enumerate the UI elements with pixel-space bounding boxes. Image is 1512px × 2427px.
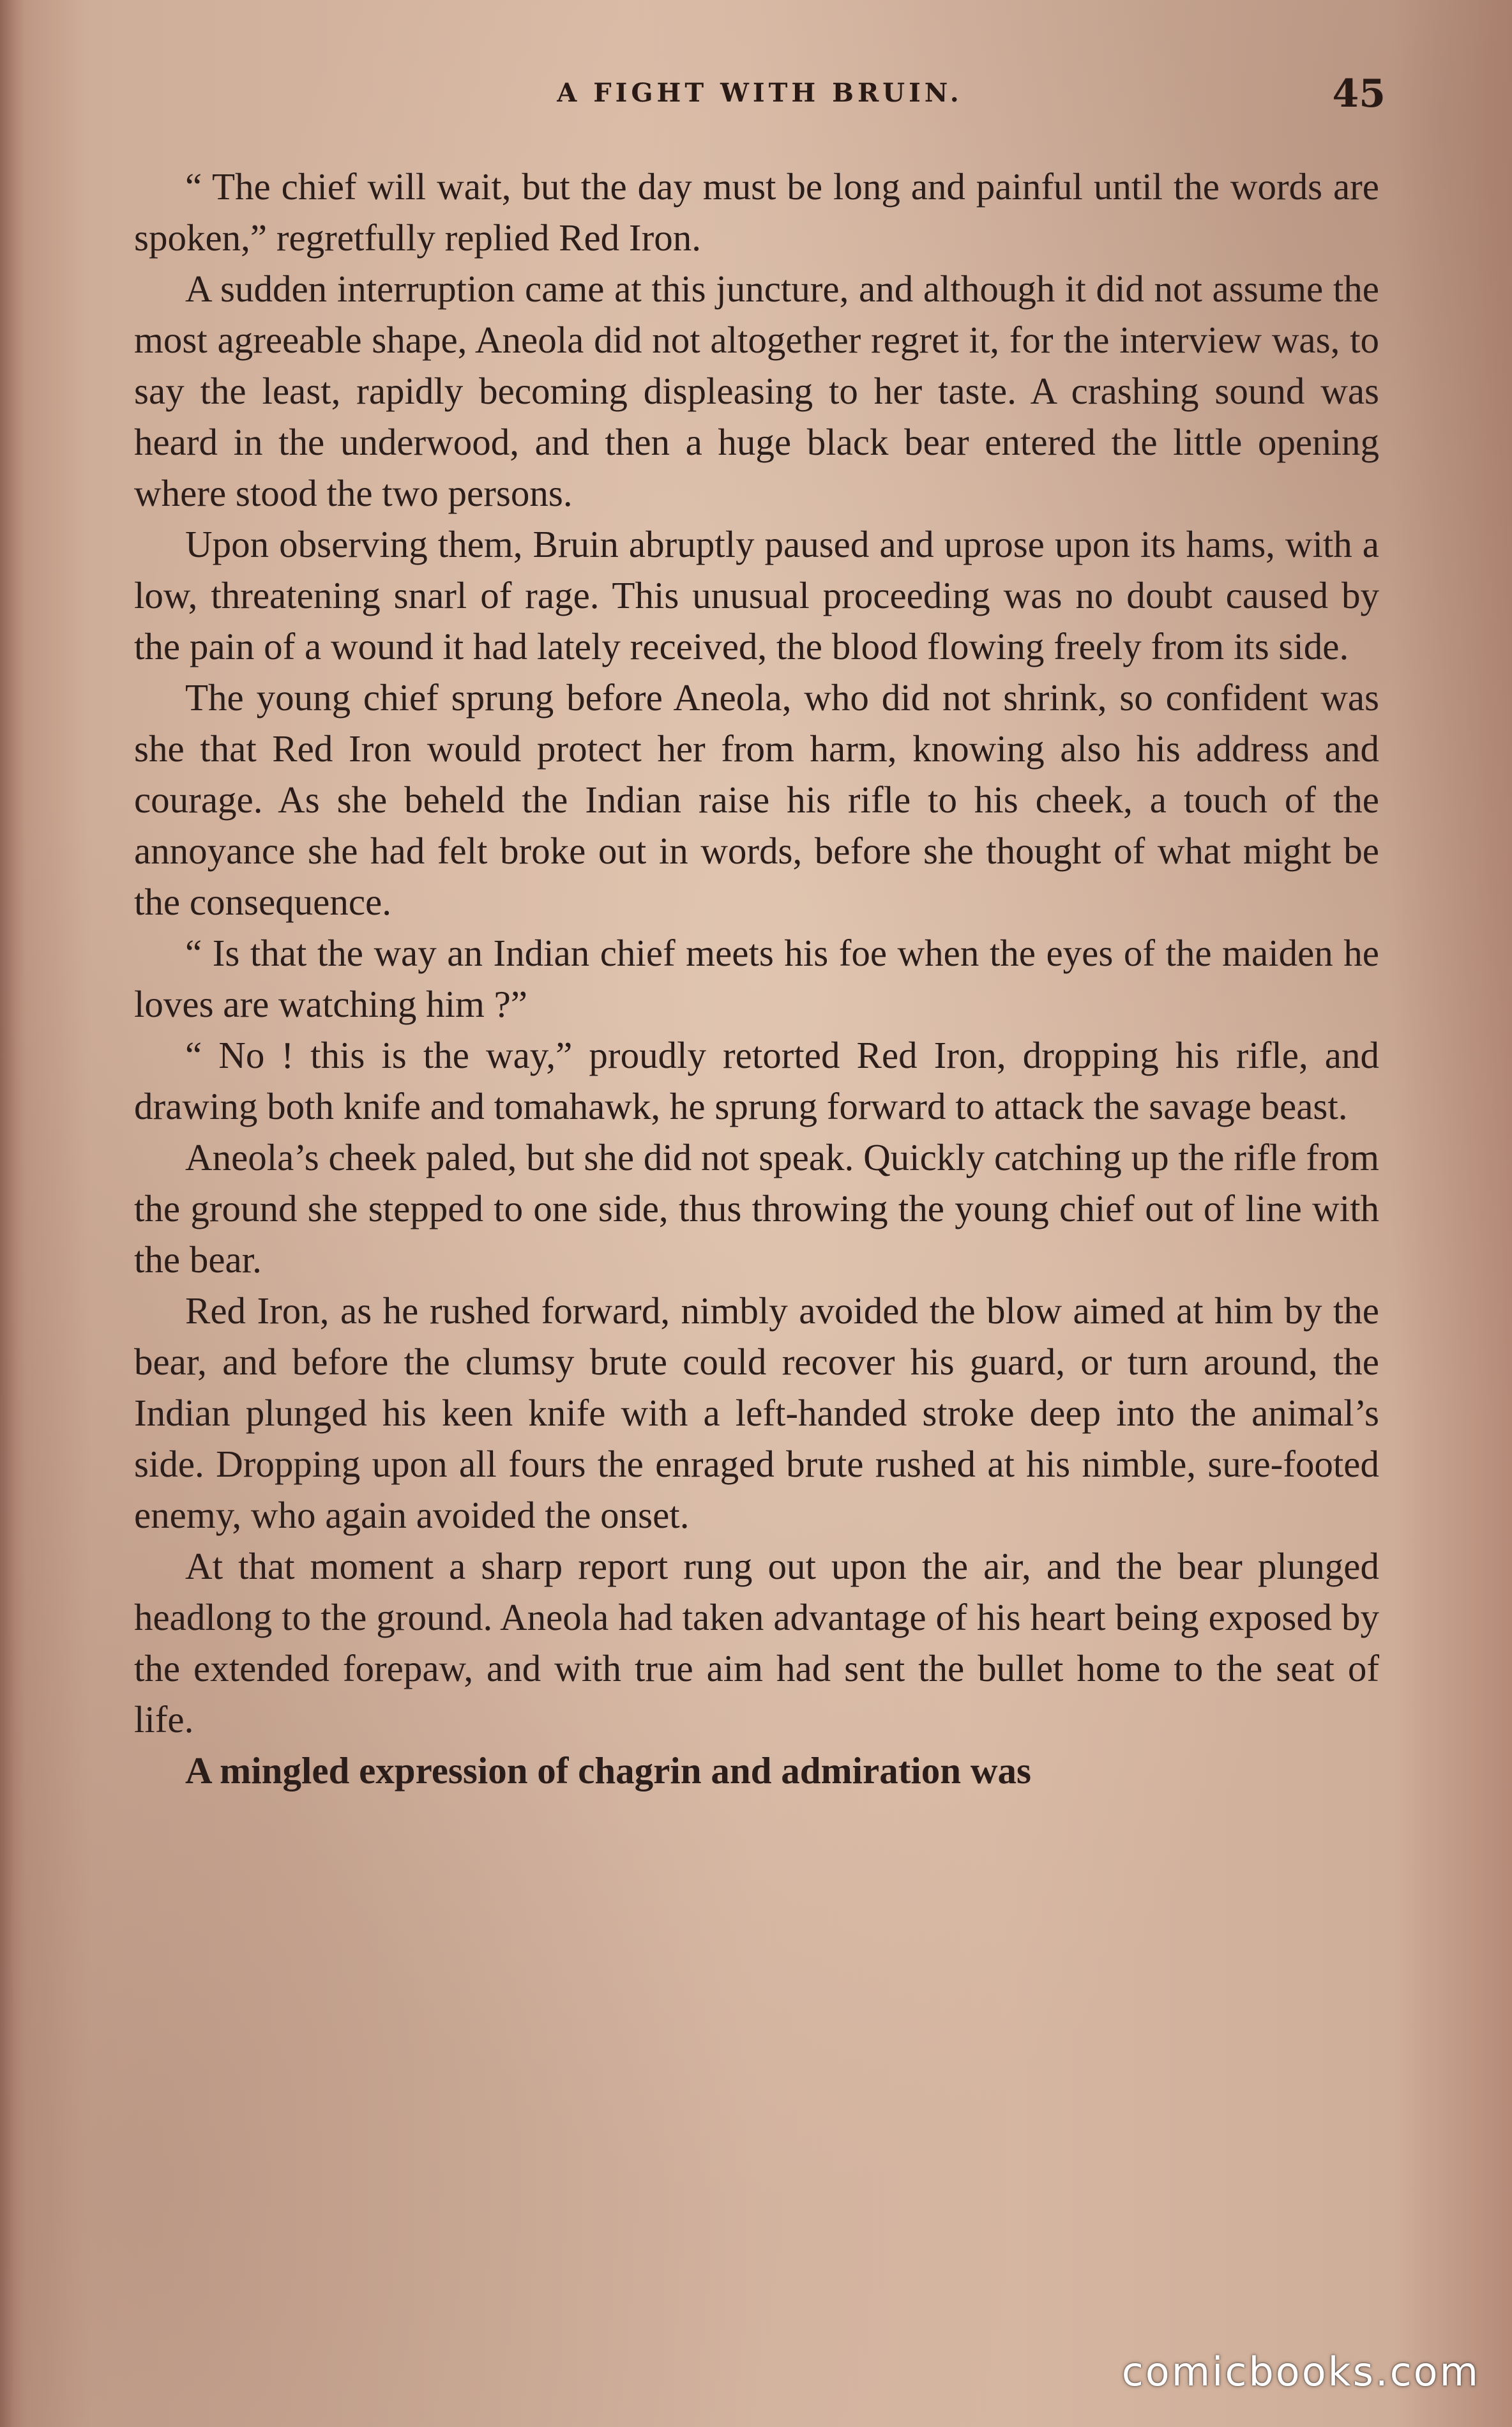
site-watermark: comicbooks.com	[1121, 2348, 1480, 2395]
paragraph: A sudden interruption came at this juncture, and although it did not assume the most agreeable shape, Aneola did not altogether regret it, for the interview was, to say the least, rapidly becoming displeasing to her taste. A crashing sound was heard in the underwood, and then a huge black bear entered the little opening where stood the two persons.	[134, 268, 1379, 514]
paragraph: Aneola’s cheek paled, but she did not speak. Quickly catching up the rifle from the ground she stepped to one side, thus throwing the young chief out of line with the bear.	[134, 1136, 1379, 1281]
paragraph: Red Iron, as he rushed forward, nimbly avoided the blow aimed at him by the bear, and before the clumsy brute could recover his guard, or turn around, the Indian plunged his keen knife with a left-handed stroke deep into the animal’s side. Dropping upon all fours the enraged brute rushed at his nimble, sure-footed enemy, who again avoided the onset.	[134, 1290, 1379, 1536]
paragraph: At that moment a sharp report rung out upon the air, and the bear plunged headlong to the ground. Aneola had taken advantage of his heart being exposed by the extended forepaw, and with true aim had sent the bullet home to the seat of life.	[134, 1545, 1379, 1740]
paragraph: “ No ! this is the way,” proudly retorted Red Iron, dropping his rifle, and drawing both knife and tomahawk, he sprung forward to attack the savage beast.	[134, 1034, 1379, 1127]
paragraph: “ Is that the way an Indian chief meets his foe when the eyes of the maiden he loves are watching him ?”	[134, 932, 1379, 1025]
body-text	[134, 161, 1379, 1796]
page-edge-shadow	[0, 0, 26, 2427]
paragraph: A mingled expression of chagrin and admiration was	[185, 1749, 1031, 1792]
running-title: A FIGHT WITH BRUIN.	[557, 78, 963, 108]
page-header	[134, 72, 1386, 123]
paragraph: The young chief sprung before Aneola, who did not shrink, so confident was she that Red Iron would protect her from harm, knowing also his address and courage. As she beheld the Indian raise his rifle to his cheek, a touch of the annoyance she had felt broke out in words, before she thought of what might be the consequence.	[134, 676, 1379, 923]
page-number: 45	[1332, 72, 1386, 116]
paragraph: “ The chief will wait, but the day must be long and painful until the words are spoken,” regretfully replied Red Iron.	[134, 165, 1379, 259]
paragraph: Upon observing them, Bruin abruptly paused and uprose upon its hams, with a low, threatening snarl of rage. This unusual proceeding was no doubt caused by the pain of a wound it had lately received, the blood flowing freely from its side.	[134, 523, 1379, 667]
